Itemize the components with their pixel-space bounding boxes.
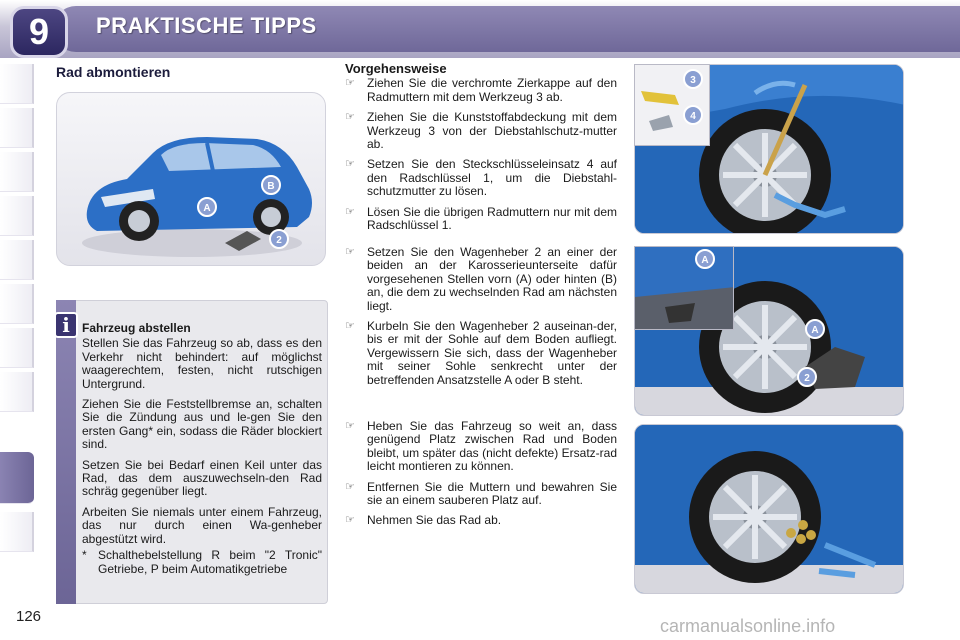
procedure-step: ☞ Setzen Sie den Wagenheber 2 an einer der beiden an der Karosserieunterseite dafür vorgesehenen Stellen vorn (A) oder hinten (B) an, die dem zu wechselnden Rad am nächsten liegt.	[345, 245, 617, 313]
photo1-label-4: 4	[690, 111, 696, 122]
photo1-label-3: 3	[690, 75, 696, 86]
chapter-tab-active[interactable]	[0, 452, 34, 504]
pointing-hand-icon: ☞	[345, 77, 355, 90]
chapter-tab[interactable]	[0, 328, 34, 368]
pointing-hand-icon: ☞	[345, 111, 355, 124]
procedure-group-1	[345, 62, 617, 239]
chapter-tab[interactable]	[0, 196, 34, 236]
procedure-step: ☞ Heben Sie das Fahrzeug so weit an, dass genügend Platz zwischen Rad und Boden bleibt, um später das (nicht defekte) Ersatz-rad leicht montieren zu können.	[345, 419, 617, 474]
procedure-step: ☞ Kurbeln Sie den Wagenheber 2 auseinan-der, bis er mit der Sohle auf dem Boden aufliegt. Vergewissern Sie sich, dass der Wagenheber mit seiner Sohle senkrecht unter der betreffenden Ansatzstelle A oder B steht.	[345, 319, 617, 387]
page-number: 126	[16, 608, 42, 625]
procedure-step: ☞ Nehmen Sie das Rad ab.	[345, 513, 502, 528]
photo2-label-a: A	[811, 325, 819, 336]
pointing-hand-icon: ☞	[345, 158, 355, 171]
chapter-tab[interactable]	[0, 284, 34, 324]
info-heading: Fahrzeug abstellen	[82, 321, 191, 335]
chapter-badge	[10, 6, 68, 58]
pointing-hand-icon: ☞	[345, 514, 355, 527]
photo2-label-2: 2	[804, 373, 810, 384]
info-paragraph: Ziehen Sie die Feststellbremse an, schalten Sie die Zündung aus und le-gen Sie den ersten Gang* ein, sodass die Räder blockiert sind.	[82, 397, 322, 452]
page-title: PRAKTISCHE TIPPS	[96, 13, 317, 38]
procedure-group-2	[345, 246, 617, 394]
info-paragraph: Setzen Sie bei Bedarf einen Keil unter das Rad, das dem auszuwechseln-den Rad schräg gegenüber liegt.	[82, 457, 322, 499]
header-band	[0, 0, 960, 58]
chapter-tab[interactable]	[0, 108, 34, 148]
chapter-tabs	[0, 60, 34, 580]
pointing-hand-icon: ☞	[345, 205, 355, 218]
chapter-tab[interactable]	[0, 64, 34, 104]
info-strip	[56, 300, 76, 604]
car-label-2: 2	[276, 235, 282, 246]
procedure-heading: Vorgehensweise	[345, 61, 447, 76]
procedure-step: ☞ Ziehen Sie die verchromte Zierkappe auf den Radmuttern mit dem Werkzeug 3 ab.	[345, 76, 617, 104]
procedure-group-3	[345, 420, 617, 535]
car-illustration	[56, 92, 326, 266]
photo-tools-inset	[634, 64, 710, 146]
procedure-step: ☞ Entfernen Sie die Muttern und bewahren Sie sie an einem sauberen Platz auf.	[345, 479, 617, 508]
pointing-hand-icon: ☞	[345, 480, 355, 493]
photo-wheel-removal	[634, 424, 904, 594]
chapter-tab[interactable]	[0, 372, 34, 412]
photo2-inset-label-a: A	[701, 255, 709, 266]
pointing-hand-icon: ☞	[345, 246, 355, 258]
pointing-hand-icon: ☞	[345, 320, 355, 333]
procedure-step: ☞ Lösen Sie die übrigen Radmuttern nur mit dem Radschlüssel 1.	[345, 204, 617, 233]
chapter-tab[interactable]	[0, 512, 34, 552]
footnote-star: *	[82, 548, 87, 563]
info-icon: i	[54, 312, 78, 338]
car-label-b: B	[267, 181, 275, 192]
info-paragraph: Stellen Sie das Fahrzeug so ab, dass es den Verkehr nicht behindert: auf möglichst waagerechtem, festen, nicht rutschigen Untergrund.	[82, 336, 322, 391]
watermark: carmanualsonline.info	[660, 616, 836, 636]
procedure-step: ☞ Ziehen Sie die Kunststoffabdeckung mit dem Werkzeug 3 von der Diebstahlschutz-mutter ab.	[345, 110, 617, 152]
section-title: Rad abmontieren	[56, 64, 171, 80]
chapter-tab[interactable]	[0, 240, 34, 280]
car-label-a: A	[203, 203, 211, 214]
procedure-step: ☞ Setzen Sie den Steckschlüsseleinsatz 4 auf den Radschlüssel 1, um die Diebstahl-schutzmutter zu lösen.	[345, 157, 617, 199]
pointing-hand-icon: ☞	[345, 420, 355, 432]
footnote	[82, 549, 322, 576]
info-paragraph: Arbeiten Sie niemals unter einem Fahrzeug, das nur durch einen Wa-genheber abgestützt wird.	[82, 504, 322, 546]
chapter-tab[interactable]	[0, 152, 34, 192]
photo-jack-inset	[634, 246, 734, 330]
footnote-text: Schalthebelstellung R beim "2 Tronic" Getriebe, P beim Automatikgetriebe	[98, 548, 322, 576]
info-content	[82, 322, 322, 576]
chapter-number: 9	[28, 11, 50, 52]
